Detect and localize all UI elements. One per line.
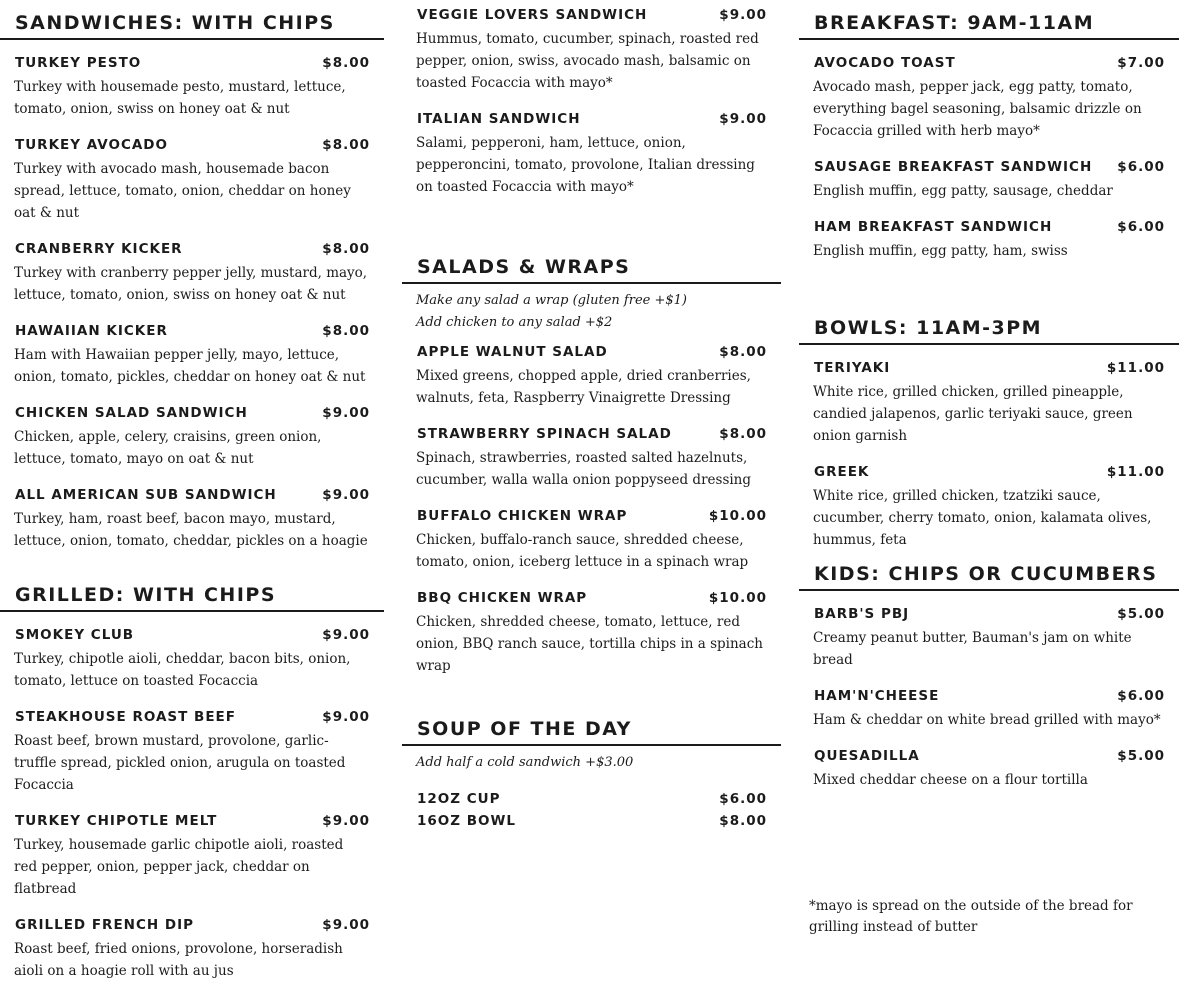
section-salads-wraps: [402, 252, 781, 693]
menu-item: [402, 589, 781, 677]
menu-item: [0, 136, 384, 224]
section-header: [0, 580, 384, 612]
mayo-footnote: *mayo is spread on the outside of the bread for grilling instead of butter: [809, 898, 1133, 935]
item-description: Creamy peanut butter, Bauman's jam on white bread: [813, 630, 1132, 668]
section-title: KIDS: CHIPS OR CUCUMBERS: [814, 563, 1158, 585]
item-name: BARB'S PBJ: [814, 606, 910, 622]
item-description: Chicken, apple, celery, craisins, green onion, lettuce, tomato, mayo on oat & nut: [14, 429, 322, 467]
item-name: QUESADILLA: [814, 748, 920, 764]
menu-item: [0, 708, 384, 796]
section-title: GRILLED: WITH CHIPS: [15, 584, 276, 606]
menu-item-list: [402, 6, 781, 198]
section-title: SANDWICHES: WITH CHIPS: [15, 12, 335, 34]
menu-item-list: [799, 591, 1179, 791]
item-description: Turkey, housemade garlic chipotle aioli, roasted red pepper, onion, pepper jack, cheddar on flatbread: [14, 837, 344, 897]
menu-item: [402, 6, 781, 94]
item-name: HAM'N'CHEESE: [814, 688, 940, 704]
item-price: $11.00: [1106, 464, 1165, 480]
menu-item: [0, 240, 384, 306]
section-header: [0, 8, 384, 40]
item-description: Ham with Hawaiian pepper jelly, mayo, lettuce, onion, tomato, pickles, cheddar on honey oat & nut: [14, 347, 366, 385]
item-name: VEGGIE LOVERS SANDWICH: [417, 7, 648, 23]
item-name: CRANBERRY KICKER: [15, 241, 183, 257]
item-description: Turkey with housemade pesto, mustard, lettuce, tomato, onion, swiss on honey oat & nut: [14, 79, 346, 117]
item-name: BBQ CHICKEN WRAP: [417, 590, 588, 606]
item-name: TURKEY PESTO: [15, 55, 142, 71]
menu-item-list: [0, 40, 384, 552]
section-header: [799, 559, 1179, 591]
item-name: STRAWBERRY SPINACH SALAD: [417, 426, 672, 442]
item-price: $6.00: [1117, 159, 1165, 175]
item-name: HAM BREAKFAST SANDWICH: [814, 219, 1053, 235]
section-note: Make any salad a wrap (gluten free +$1): [416, 293, 687, 308]
item-price: $5.00: [1117, 748, 1165, 764]
section-sandwiches-continued: [402, 6, 781, 214]
item-description: Avocado mash, pepper jack, egg patty, tomato, everything bagel seasoning, balsamic drizzle on Focaccia grilled with herb mayo*: [813, 79, 1142, 139]
section-breakfast: [799, 8, 1179, 278]
item-price: $6.00: [1117, 688, 1165, 704]
item-price: $5.00: [1117, 606, 1165, 622]
item-price: $6.00: [719, 791, 767, 807]
item-price: $11.00: [1106, 360, 1165, 376]
item-price: $9.00: [322, 627, 370, 643]
menu-item: [799, 158, 1179, 202]
item-description: English muffin, egg patty, ham, swiss: [813, 243, 1068, 259]
item-price: $10.00: [708, 590, 767, 606]
item-price: $9.00: [322, 709, 370, 725]
section-title: SOUP OF THE DAY: [417, 718, 632, 740]
item-name: APPLE WALNUT SALAD: [417, 344, 608, 360]
menu-item: [799, 218, 1179, 262]
section-bowls: [799, 313, 1179, 567]
section-kids: [799, 559, 1179, 807]
menu-item: [402, 110, 781, 198]
menu-item: [402, 790, 781, 812]
item-description: Turkey with avocado mash, housemade bacon spread, lettuce, tomato, onion, cheddar on honey oat & nut: [14, 161, 351, 221]
section-header: [799, 8, 1179, 40]
menu-item: [799, 359, 1179, 447]
menu-item: [799, 687, 1179, 731]
item-name: 12OZ CUP: [417, 791, 501, 807]
item-name: 16OZ BOWL: [417, 813, 517, 829]
menu-item-list: [402, 774, 781, 834]
item-description: White rice, grilled chicken, grilled pineapple, candied jalapenos, garlic teriyaki sauce, green onion garnish: [813, 384, 1133, 444]
item-description: Roast beef, fried onions, provolone, horseradish aioli on a hoagie roll with au jus: [14, 941, 343, 979]
item-name: CHICKEN SALAD SANDWICH: [15, 405, 248, 421]
item-description: Chicken, shredded cheese, tomato, lettuce, red onion, BBQ ranch sauce, tortilla chips in a spinach wrap: [416, 614, 763, 674]
menu-item-list: [799, 345, 1179, 551]
menu-item: [0, 916, 384, 982]
menu-item: [799, 747, 1179, 791]
item-price: $9.00: [322, 813, 370, 829]
item-name: STEAKHOUSE ROAST BEEF: [15, 709, 236, 725]
item-price: $10.00: [708, 508, 767, 524]
section-soup: [402, 714, 781, 834]
item-description: Salami, pepperoni, ham, lettuce, onion, pepperoncini, tomato, provolone, Italian dressing on toasted Focaccia with mayo*: [416, 135, 755, 195]
section-note: Add half a cold sandwich +$3.00: [416, 755, 634, 770]
item-price: $8.00: [322, 55, 370, 71]
item-name: ITALIAN SANDWICH: [417, 111, 581, 127]
item-description: Hummus, tomato, cucumber, spinach, roasted red pepper, onion, swiss, avocado mash, balsamic on toasted Focaccia with mayo*: [416, 31, 759, 91]
item-description: Ham & cheddar on white bread grilled with mayo*: [813, 712, 1161, 728]
item-name: GRILLED FRENCH DIP: [15, 917, 194, 933]
item-name: AVOCADO TOAST: [814, 55, 956, 71]
item-price: $8.00: [322, 323, 370, 339]
item-price: $9.00: [322, 405, 370, 421]
item-description: Turkey, ham, roast beef, bacon mayo, mustard, lettuce, onion, tomato, cheddar, pickles on a hoagie: [14, 511, 368, 549]
item-description: Roast beef, brown mustard, provolone, garlic-truffle spread, pickled onion, arugula on toasted Focaccia: [14, 733, 346, 793]
menu-item-list: [799, 40, 1179, 262]
menu-item: [799, 54, 1179, 142]
item-name: BUFFALO CHICKEN WRAP: [417, 508, 628, 524]
item-price: $8.00: [719, 344, 767, 360]
section-header: [799, 313, 1179, 345]
item-name: SAUSAGE BREAKFAST SANDWICH: [814, 159, 1093, 175]
menu-item: [402, 507, 781, 573]
menu-item: [799, 605, 1179, 671]
section-title: BOWLS: 11AM-3PM: [814, 317, 1043, 339]
section-note: Add chicken to any salad +$2: [416, 315, 613, 330]
item-description: Chicken, buffalo-ranch sauce, shredded cheese, tomato, onion, iceberg lettuce in a spinach wrap: [416, 532, 749, 570]
section-notes: [402, 284, 781, 334]
item-price: $9.00: [322, 917, 370, 933]
section-title: SALADS & WRAPS: [417, 256, 631, 278]
item-price: $6.00: [1117, 219, 1165, 235]
item-description: Spinach, strawberries, roasted salted hazelnuts, cucumber, walla walla onion poppyseed dressing: [416, 450, 752, 488]
menu-item: [402, 425, 781, 491]
item-name: TURKEY CHIPOTLE MELT: [15, 813, 218, 829]
menu-item-list: [0, 612, 384, 982]
menu-item: [0, 322, 384, 388]
item-name: GREEK: [814, 464, 870, 480]
menu-item: [0, 404, 384, 470]
menu-item: [0, 626, 384, 692]
menu-item: [402, 343, 781, 409]
section-header: [402, 252, 781, 284]
menu-item: [799, 463, 1179, 551]
item-price: $8.00: [719, 813, 767, 829]
item-description: Mixed cheddar cheese on a flour tortilla: [813, 772, 1088, 788]
section-sandwiches: [0, 8, 384, 568]
item-description: White rice, grilled chicken, tzatziki sauce, cucumber, cherry tomato, onion, kalamata olives, hummus, feta: [813, 488, 1152, 548]
menu-item: [402, 812, 781, 834]
item-price: $9.00: [322, 487, 370, 503]
menu-item-list: [402, 334, 781, 677]
item-description: Turkey, chipotle aioli, cheddar, bacon bits, onion, tomato, lettuce on toasted Focaccia: [14, 651, 351, 689]
menu-item: [0, 812, 384, 900]
menu-item: [0, 486, 384, 552]
menu-item: [0, 54, 384, 120]
item-name: SMOKEY CLUB: [15, 627, 135, 643]
item-description: English muffin, egg patty, sausage, cheddar: [813, 183, 1113, 199]
item-name: HAWAIIAN KICKER: [15, 323, 168, 339]
item-price: $9.00: [719, 111, 767, 127]
item-price: $7.00: [1117, 55, 1165, 71]
item-name: TERIYAKI: [814, 360, 891, 376]
item-price: $8.00: [719, 426, 767, 442]
item-name: ALL AMERICAN SUB SANDWICH: [15, 487, 277, 503]
section-grilled: [0, 580, 384, 998]
section-notes: [402, 746, 781, 774]
item-price: $8.00: [322, 241, 370, 257]
item-description: Turkey with cranberry pepper jelly, mustard, mayo, lettuce, tomato, onion, swiss on honey oat & nut: [14, 265, 368, 303]
item-price: $8.00: [322, 137, 370, 153]
section-header: [402, 714, 781, 746]
item-name: TURKEY AVOCADO: [15, 137, 168, 153]
item-price: $9.00: [719, 7, 767, 23]
section-title: BREAKFAST: 9AM-11AM: [814, 12, 1095, 34]
item-description: Mixed greens, chopped apple, dried cranberries, walnuts, feta, Raspberry Vinaigrette Dressing: [416, 368, 751, 406]
